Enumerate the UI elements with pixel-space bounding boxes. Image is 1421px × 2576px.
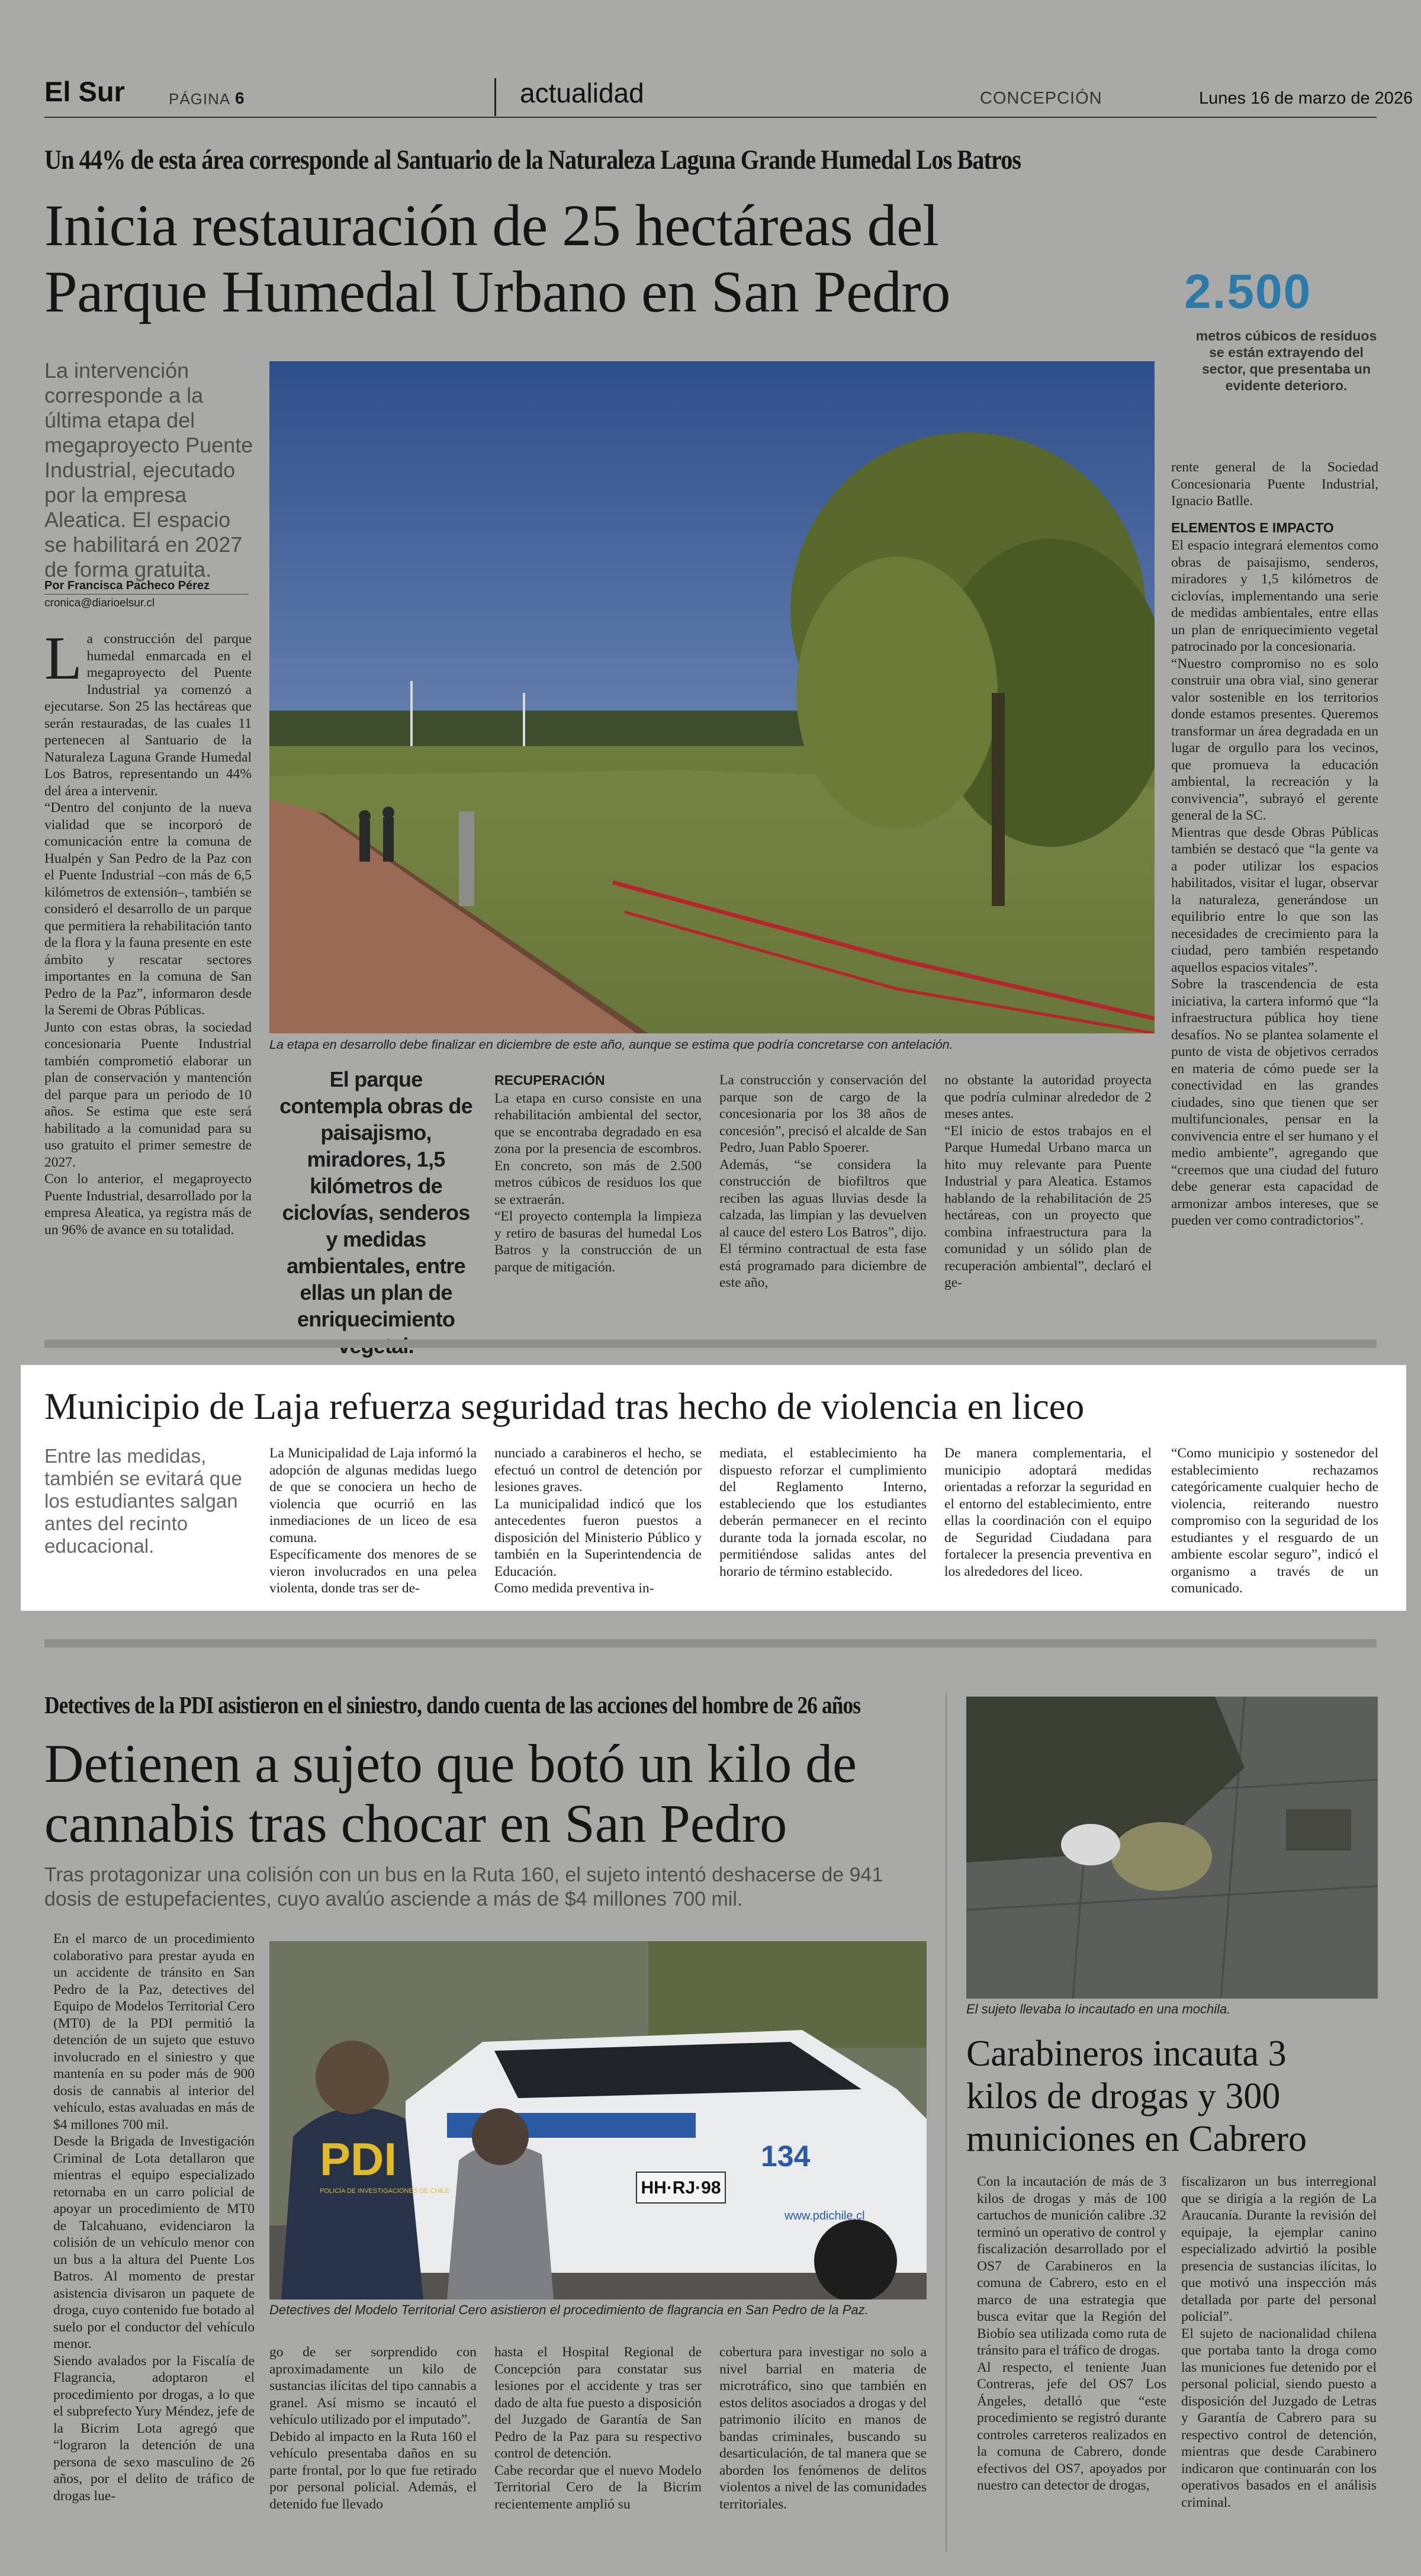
header-divider — [494, 78, 496, 116]
story2-col2-p3: Como medida preventiva in- — [494, 1581, 654, 1596]
story2-col2-p2: La municipalidad indicó que los antecedentes fueron puestos a disposición del Ministerio Público y también en la Superintendencia de Educación. — [494, 1496, 702, 1579]
elementos-subhead: ELEMENTOS E IMPACTO — [1171, 519, 1334, 535]
story2-lead: Entre las medidas, también se evitará que los estudiantes salgan antes del recinto educacional. — [44, 1445, 242, 1557]
story1-col5-p2: “El inicio de estos trabajos en el Parque Humedal Urbano marca un hito muy relevante para Puente Industrial y para Aleatica. Estamos hablando de la rehabilitación de 25 hectáreas, con un proyecto que combina infraestructura para la comunidad y un sólido plan de recuperación ambiental”, declaró el ge- — [944, 1123, 1152, 1290]
pdi-photo-vest-subtext: POLICÍA DE INVESTIGACIONES DE CHILE — [320, 2188, 449, 2195]
story3-col3-p1: hasta el Hospital Regional de Concepción para constatar sus lesiones por el accidente y tras ser dado de alta fue puesto a disposición del Juzgado de Garantía de San Pedro de la Paz para su respectivo control de detención. — [494, 2344, 702, 2461]
story1-col5-p1: no obstante la autoridad proyecta que podría culminar alrededor de 2 meses antes. — [944, 1072, 1152, 1122]
story2-col4-p1: De manera complementaria, el municipio adoptará medidas orientadas a reforzar la seguridad en el entorno del establecimiento, entre ellas la coordinación con el equipo de Seguridad Ciudadana para fortalecer la presencia preventiva en los alrededores del liceo. — [944, 1446, 1152, 1579]
story1-column-1 — [44, 624, 252, 1238]
story4-photo-caption: El sujeto llevaba lo incautado en una mochila. — [966, 2002, 1231, 2016]
story2-column-2 — [494, 1445, 702, 1597]
issue-date: Lunes 16 de marzo de 2026 — [1199, 89, 1413, 108]
dropcap: L — [44, 624, 82, 692]
story3-lead — [44, 1863, 883, 1912]
story1-column-4 — [719, 1072, 927, 1292]
story3-col2-p2: Debido al impacto en la Ruta 160 el vehículo presentaba daños en su parte frontal, por lo que fue retirado por personal policial. Además, el detenido fue llevado — [269, 2429, 477, 2512]
story1-headline-line2: Parque Humedal Urbano en San Pedro — [44, 259, 950, 325]
story3-photo-caption: Detectives del Modelo Territorial Cero asistieron el procedimiento de flagrancia en San Pedro de la Paz. — [269, 2302, 869, 2317]
pdi-photo-web: www.pdichile.cl — [785, 2209, 865, 2222]
story2-col1-p2: Específicamente dos menores de se vieron involucrados en una pelea violenta, donde tras ser de- — [269, 1547, 477, 1596]
pdi-photo — [269, 1941, 927, 2299]
pdi-photo-vest-text: PDI — [320, 2133, 397, 2185]
backpack-photo — [966, 1697, 1378, 1999]
story1-column-5 — [944, 1072, 1152, 1292]
story2-column-5 — [1171, 1445, 1378, 1597]
story3-col2-p1: go de ser sorprendido con aproximadamente un kilo de sustancias ilícitas del tipo cannabis a granel. Así mismo se incautó el vehículo utilizado por el imputado”. — [269, 2344, 477, 2427]
masthead-paper: El Sur — [44, 76, 125, 107]
story3-column-2 — [269, 2344, 477, 2513]
humedal-photo — [269, 361, 1155, 1033]
stat-value: 2.500 — [1184, 265, 1312, 319]
story4-column-1 — [977, 2173, 1166, 2494]
story4-col1-p2: Al respecto, el teniente Juan Contreras, jefe del OS7 Los Ángeles, detalló que “este procedimiento se registró durante controles carreteros realizados en la comuna de Cabrero, donde efectivos del OS7, apoyados por nuestro can detector de drogas, — [977, 2359, 1166, 2493]
story3-column-1 — [53, 1931, 255, 2504]
photo-sign-post — [459, 811, 474, 906]
story1-right-p2: “Nuestro compromiso no es solo construir una obra vial, sino generar valor sostenible en los territorios donde estamos presentes. Queremos transformar un área degradada en un lugar de orgullo para los vecinos, que promueva la educación ambiental, la recreación y la convivencia”, subrayó el gerente general de la SC. — [1171, 656, 1378, 823]
story1-lead: La intervención corresponde a la última etapa del megaproyecto Puente Industrial, ejecutado por la empresa Aleatica. El espacio se habilitará en 2027 de forma gratuita. — [44, 358, 253, 582]
pdi-photo-plate-text: HH·RJ·98 — [641, 2178, 721, 2198]
recuperacion-subhead: RECUPERACIÓN — [494, 1072, 605, 1088]
pdi-photo-unit-number: 134 — [761, 2140, 811, 2173]
story1-col1-p4: Con lo anterior, el megaproyecto Puente Industrial, desarrollado por la empresa Aleatica, ya registra más de un 96% de avance en su totalidad. — [44, 1171, 252, 1238]
city-label: CONCEPCIÓN — [980, 89, 1102, 108]
story1-headline — [44, 192, 950, 325]
story4-headline-line2: kilos de drogas y 300 — [966, 2076, 1281, 2116]
story3-col3-p2: Cabe recordar que el nuevo Modelo Territorial Cero de la Bicrim recientemente amplió su — [494, 2462, 702, 2512]
byline-email: cronica@diarioelsur.cl — [44, 597, 155, 609]
story2-col3-p1: mediata, el establecimiento ha dispuesto reforzar el cumplimiento del Reglamento Interno, estableciendo que los estudiantes deberán permanecer en el recinto durante toda la jornada escolar, no permitiéndose salidas antes del horario de término establecido. — [719, 1446, 927, 1579]
story1-kicker: Un 44% de esta área corresponde al Santuario de la Naturaleza Laguna Grande Humedal Los Batros — [44, 144, 1021, 175]
story2-col1-p1: La Municipalidad de Laja informó la adopción de algunas medidas luego de que se conociera un hecho de violencia que ocurrió en las inmediaciones de un liceo de esa comuna. — [269, 1446, 477, 1546]
section-rule-2 — [44, 1639, 1377, 1647]
story3-lead-line1: Tras protagonizar una colisión con un bus en la Ruta 160, el sujeto intentó deshacerse de 941 — [44, 1864, 883, 1886]
story4-headline-line3: municiones en Cabrero — [966, 2119, 1307, 2159]
story3-col1-p3: Siendo avalados por la Fiscalía de Flagrancia, adoptaron el procedimiento por drogas, a lo que el subprefecto Yury Méndez, jefe de la Bicrim Lota agregó que “lograron la detención de una persona de sexo masculino de 26 años, por el delito de tráfico de drogas lue- — [53, 2353, 255, 2504]
section-rule-1 — [44, 1340, 1377, 1348]
stat-text: metros cúbicos de residuos se están extrayendo del sector, que presentaba un evidente deterioro. — [1195, 328, 1377, 393]
backpack-photo-box — [1286, 1809, 1351, 1851]
pull-quote: El parque contempla obras de paisajismo, miradores, 1,5 kilómetros de ciclovías, senderos y medidas ambientales, entre ellas un plan de enriquecimiento — [279, 1067, 472, 1331]
byline: Por Francisca Pacheco Pérez — [44, 579, 210, 592]
story1-right-intro: rente general de la Sociedad Concesionaria Puente Industrial, Ignacio Batlle. — [1171, 460, 1378, 509]
header-rule — [44, 117, 1377, 118]
story3-column-3 — [494, 2344, 702, 2513]
story2-column-4 — [944, 1445, 1152, 1580]
backpack-photo-glove — [1061, 1824, 1120, 1865]
story4-headline-line1: Carabineros incauta 3 — [966, 2034, 1287, 2074]
vertical-rule — [946, 1694, 947, 2552]
story3-lead-line2: dosis de estupefacientes, cuyo avalúo asciende a más de $4 millones 700 mil. — [44, 1888, 743, 1910]
story3-column-4 — [719, 2344, 927, 2513]
story1-headline-line1: Inicia restauración de 25 hectáreas del — [44, 192, 939, 258]
story3-col1-p1: En el marco de un procedimiento colaborativo para prestar ayuda en un accidente de tránsito en San Pedro de la Paz, detectives del Equipo de Modelos Territorial Cero (MT0) de la PDI permitió la detención de un sujeto que estuvo involucrado en el siniestro y que mantenía en su poder más de 900 dosis de cannabis al interior del vehículo, estas avaluadas en más de $4 millones 700 mil. — [53, 1931, 255, 2132]
story2-column-1 — [269, 1445, 477, 1597]
story2-col5-p1: “Como municipio y sostenedor del establecimiento rechazamos categóricamente cualquier hecho de violencia, reiterando nuestro compromiso con la seguridad de los estudiantes y el resguardo de un ambiente escolar seguro”, indicó el organismo a través de un comunicado. — [1171, 1446, 1378, 1596]
story3-headline-line2: cannabis tras chocar en San Pedro — [44, 1793, 787, 1854]
story4-column-2 — [1181, 2173, 1377, 2511]
page-label: PÁGINA — [169, 90, 231, 108]
story1-col3-p1: La etapa en curso consiste en una rehabilitación ambiental del sector, que se encontraba degradado en esa zona por la presencia de escombros. En concreto, son más de 2.500 metros cúbicos de residuos los que se extraerán. — [494, 1090, 702, 1207]
byline-rule — [44, 594, 249, 595]
page-number: 6 — [235, 89, 245, 107]
story1-photo-caption: La etapa en desarrollo debe finalizar en diciembre de este año, aunque se estima que podría concretarse con antelación. — [269, 1038, 953, 1052]
story1-col3-p2: “El proyecto contempla la limpieza y retiro de basuras del humedal Los Batros y la construcción de un parque de mitigación. — [494, 1209, 702, 1275]
story4-headline — [966, 2032, 1307, 2160]
backpack-photo-package — [1111, 1822, 1212, 1891]
story1-col4-p2: Además, “se considera la construcción de biofiltros que reciben las aguas lluvias desde la calzada, las limpian y las devuelven al cauce del estero Los Batros”, dijo. El término contractual de esta fase está programado para diciembre de este año, — [719, 1157, 927, 1290]
story1-col1-p3: Junto con estas obras, la sociedad concesionaria Puente Industrial también comprometió elaborar un plan de conservación y mantención del parque para un periodo de 10 años. Se estima que este será habilitado a la comunidad para su uso gratuito el primer semestre de 2027. — [44, 1019, 252, 1170]
story1-col1-p1: a construcción del parque humedal enmarcada en el megaproyecto del Puente Industrial ya comenzó a ejecutarse. Son 25 las hectáreas que serán restauradas, de las cuales 11 pertenecen al Santuario de la Naturaleza Laguna Grande Humedal Los Batros, representando un 44% del área a intervenir. — [44, 631, 252, 799]
story3-headline-line1: Detienen a sujeto que botó un kilo de — [44, 1733, 857, 1794]
story4-col1-p1: Con la incautación de más de 3 kilos de drogas y más de 100 cartuchos de munición calibre .32 terminó un operativo de control y fiscalización desarrollado por el OS7 de Carabineros en la comuna de Cabrero, esto en el marco de una estrategia que busca evitar que la Región del Biobío sea utilizada como ruta de tránsito para el tráfico de drogas. — [977, 2174, 1166, 2358]
story4-col2-p1: fiscalizaron un bus interregional que se dirigía a la región de La Araucanía. Durante la revisión del equipaje, la ejemplar canino especializado advirtió la posible presencia de sustancias ilícitas, lo que motivó una inspección más detallada por parte del personal policial”. — [1181, 2174, 1377, 2324]
story1-column-3 — [494, 1072, 702, 1276]
story1-col4-p1: La construcción y conservación del parque son de cargo de la concesionaria por los 38 años de concesión”, precisó el alcalde de San Pedro, Juan Pablo Spoerer. — [719, 1072, 927, 1155]
story3-col4-p1: cobertura para investigar no solo a nivel barrial en materia de microtráfico, sino que también en estos delitos asociados a drogas y del patrimonio ilícito en manos de bandas criminales, buscando su desarticulación, de tal manera que se aborden los fenómenos de delitos violentos a nivel de las comunidades territoriales. — [719, 2344, 927, 2512]
story1-right-p3: Mientras que desde Obras Públicas también se destacó que “la gente va a poder utilizar los espacios habilitados, visitar el lugar, observar la naturaleza, generándose un equilibrio entre lo que son las necesidades de crecimiento para la ciudad, pero también respetando aquellos espacios vitales”. — [1171, 824, 1378, 975]
story1-right-p1: El espacio integrará elementos como obras de paisajismo, senderos, miradores y 1,5 kilómetros de ciclovías, implementando una serie de medidas ambientales, entre ellas un plan de enriquecimiento vegetal patrocinado por la concesionaria. — [1171, 538, 1378, 654]
story2-headline: Municipio de Laja refuerza seguridad tras hecho de violencia en liceo — [44, 1386, 1085, 1427]
story2-col2-p1: nunciado a carabineros el hecho, se efectuó un control de detención por lesiones graves. — [494, 1446, 702, 1495]
story1-col1-p2: “Dentro del conjunto de la nueva vialidad que se incorporó de comunicación entre la comuna de Hualpén y San Pedro de la Paz con el Puente Industrial –con más de 6,5 kilómetros de extensión–, también se consideró el desarrollo de un parque que permitiera la rehabilitación tanto de la flora y la fauna presente en este ámbito y rescatar sectores importantes en la comuna de San Pedro de la Paz”, informaron desde la Seremi de Obras Públicas. — [44, 800, 252, 1018]
story2-column-3 — [719, 1445, 927, 1580]
story4-col2-p2: El sujeto de nacionalidad chilena que portaba tanto la droga como las municiones fue detenido por el personal policial, siendo puesto a disposición del Juzgado de Letras y Garantía de Cabrero para su respectivo control de detención, mientras que desde Carabinero indicaron que continuarán con los operativos basados en el análisis criminal. — [1181, 2326, 1377, 2510]
story3-kicker: Detectives de la PDI asistieron en el siniestro, dando cuenta de las acciones del hombre de 26 años — [44, 1691, 861, 1719]
story1-right-column — [1171, 459, 1378, 1229]
story3-col1-p2: Desde la Brigada de Investigación Criminal de Lota detallaron que mientras el equipo especializado retornaba en un carro policial de apoyar un procedimiento de MT0 de Talcahuano, evidenciaron la colisión de un vehículo menor con un bus a la altura del Puente Los Batros. Al momento de prestar asistencia divisaron un paquete de droga, cuyo contenido fue botado al suelo por el conductor del vehículo menor. — [53, 2134, 255, 2352]
section-name: actualidad — [520, 78, 644, 108]
story3-headline — [44, 1734, 857, 1854]
story1-right-p4: Sobre la trascendencia de esta iniciativa, la cartera informó que “la infraestructura pública hoy tiene desafíos. No se plantea solamente el punto de vista de objetivos cerrados en materia de cómo puede ser la conectividad en las grandes ciudades, sino que tienen que ser multifuncionales, pensar en la convivencia entre el ser humano y el medio ambiente”, agregando que “creemos que una ciudad del futuro debe generar esta capacidad de armonizar ambos intereses, que se pueden ver como contradictorios”. — [1171, 977, 1378, 1228]
